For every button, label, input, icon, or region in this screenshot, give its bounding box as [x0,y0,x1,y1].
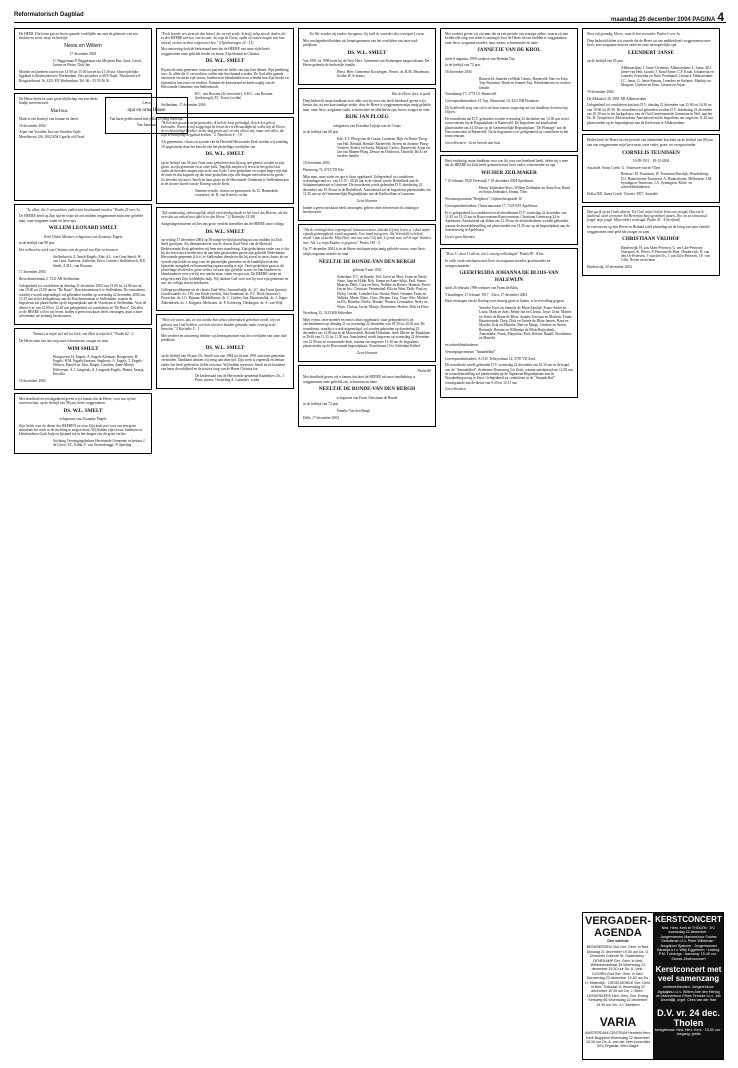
ad-date: 17 december 2004 [19,270,46,275]
ad-intro: De HEER, Die leven gaf en leven spaarde, verblijdde ons met de geboorte van een dochter en zoon, zusje en broertje [19,32,138,41]
ad-closing: Geen bloemen [356,350,378,355]
ad-body: Hij mocht onze gemeente ruim zes jaar met de liefde van zijn hart dienen. Zijn prediking was: Ja, allen die U verwachten, zullen niet beschaamd worden. De God aller genade vertrooste en sterke zijn vrouw, kinderen en kleinkinderen en schenke hen Zijn kracht en bijstand in hun rouw en verdriet. Namens de kerkenraad en kerkvoogdij van de Hervormde Gemeente van Stellenbosch, [161,67,289,89]
ad-sign: Van Jonathan [136,123,157,128]
obituary-ad [298,365,436,427]
ad-born: in de leeftijd van 72 jaar. [445,63,481,68]
ad-verse: "Door U, door U alleen, om 't eeuwig welbehagen" Psalm 89 : 8 ber. [445,252,545,257]
ad-note: en achterkleinkinderen [445,342,478,347]
ad-intro: Als gemeenten, classis en synode van de Hersteld Hervormde Kerk werden wij zaterdag 18 opgeschrikt door het bericht van het plotselings overlijden van [161,140,288,149]
ad-closing: Geen bloemen [445,387,466,392]
ad-signature: Herst. Herv. Gemeente Kockengen. Preses: ds. B.M. Mealeman; Scriba: B. Schreurs [337,70,430,79]
ad-name: WICHER ZEILMAKER [481,169,537,176]
ad-name: DS. W.L. SMELT [63,407,103,414]
obituary-ad [156,117,294,204]
ad-address: Bosschenstermaat 2, 7231 AB Stellendam [19,277,80,282]
ad-details: Mijn vrouw, onze moeder en oma is thuis opgebaard, waar gelegenheid is tot afscheidnemen op dinsdag 21 en woensdag 22 december van 18.30 tot 20.30 uur. De rouwdienst, waarbij u wordt uitgenodigd, zal worden gehouden op donderdag 23 december om 12.00 uur in de Marcuskerk, Roland Holstlaan, hoek Merwe ter Braaklaan te Delft van 11.15 tot 11.50 uur. Aansluitend wordt begraven op woensdag 22 december om 12.00 uur in voornoemde kerk, waarna om ongeveer 13.30 uur de begrafenis plaatsvinden op de Hervormde begraafplaats, Noordstraat 10 te Schiedam-Kethel. [303,318,431,348]
obituary-ad [440,248,578,398]
ad-name: GEERTRUIDA JOHANNA DE BLOIS-VAN HALEWIJN [459,270,559,283]
ad-sub: sinds 26 februari 1996 weduwe van Frans de Blois [445,285,518,290]
ad-verse: Tot Wie zouden wij anders heengaan, Gij hebt de woorden des eeuwigen Levens. [309,32,425,36]
ad-faith: De liefdevolle zorg van velen uit haar naaste omgeving zal een dankbare herinnering blijven. [445,105,568,115]
ad-age: in de leeftijd van 72 jaar. [303,402,339,407]
column-5 [582,28,720,279]
ad-date: 18 december 2004 [19,378,46,383]
ad-address: Vurenkamp 17, 3773 CL Barneveld [445,92,497,97]
ad-verse: "Is, allen, die U verwachten, zullen niet beschaamd worden." Psalm 25 vers 3a [26,207,140,212]
ad-age: op de leeftijd van 85 jaar. [587,59,624,64]
concert-ads [654,913,723,1059]
ad-name: LEENDERT JANSE [628,49,674,56]
agenda-title: VERGADER-AGENDA [584,915,651,939]
obituary-ad [156,28,294,114]
column-4 [440,28,578,401]
ad-intro: Met droefheid geven wij u kennis dat door de HEERE uit onze familiekring is weggenomen onze geliefde zus, schoonzus en tante [303,375,416,384]
concert-text-2: medewerkenden: Jongerenkoor Jigdaljahu o.l.v. Willem Arie den Hertog en Mannenkoor Ethan Yeroske o.l.v. Job Dezeldijk, orgel: Cees van der Hart [656,985,721,1003]
ad-place: Australië, Stony Creek: G. Teunissen-van de Vliert [587,165,661,170]
paper-title: Reformatorisch Dagblad [14,12,84,18]
ad-family: Barneveld: Janneke en Henk Geurts; Barneveld: Bart en Erna Top; Bruinisse: Henk en Jeannet Top; Kleinkinderen en verdere familie [479,76,571,90]
ad-intro: Aangeslagen moeten wij het ons groot verdriet meedelen dat de HEERE onze collega [161,222,284,227]
ad-address: Woudweg 12, 3123 KB Schiedam [303,311,352,316]
vergader-agenda [583,913,654,1059]
ad-sub: echtgenoot van Zwaantje Engels [59,416,107,421]
page-date: maandag 20 december 2004 PAGINA 4 [611,10,724,24]
obituary-ad [298,88,436,220]
column-3-real [298,28,436,430]
ad-details: Mijn man, onze vader en opa is thuis opgebaard. Gelegenheid tot condoleren woensdagavond a.s. van 19.15 - 20.30 uur in de rijzaal van de Bethelkerk aan de Schapenmaatstraat te Lunteren. De rouwdienst wordt gehouden D.V. donderdag 23 december om 10.30 uur in de Bethelkerk. Aansluitend zal de begrafenis plaatsvinden om 11.30 uur op de Gemeentelijke Begraafplaats aan de Kerkhoflaan te Lunteren. [303,174,431,197]
ad-name: CORNELIS TEUNISSEN [622,149,680,156]
ad-sub: echtgenote van Frans Christiaan de Ronde [336,395,398,400]
ad-rest: De rouwdienst wordt gehouden D.V. woensdag 22 december om 10.30 uur in de kapel van de "Amandelhof", Arnhemse Bovenweg 2 te Zeist, waarna aansluitend om 12.00 uur de teraardebestelling zal plaatsvinden op de Algemene Begraafplaats aan de Woudenbergseweg te Zeist. Gelegenheid tot condoleren in de "Amandelhof" voorafgaande aan de dienst van 9.30 tot 10.15 uur. [445,363,573,385]
ad-date: Vlaardingen, 27 februari 1917 · Zeist, 17 december 2004 [445,292,528,297]
ad-signature: Collega-predikanten uit de classis Zuid-West: Sommelsdijk, ds. J.C. den Toom (preses); Goudswaarde, ds. J.W. van Eerde (scriba); Sint Annaland, ds. P.C. Hoek (assessor); Poortvliet, ds. J.G. Bijman; Middelharnis, ds. C. Gielen; Sint Maartensdijk, ds. J. Joppe; Abbenbroek, ds. J. Kuijpers; Melissant, ds. P. Korteweg; Herkingen, ds. A. van Wijk [161,287,288,305]
ad-name: Marinus [50,107,68,114]
ad-verse: Psalm 86 [417,368,431,373]
obituary-ad [440,155,578,246]
obituary-ad [582,206,720,276]
ad-intro: Met ontroering dedt de kerkenraad mee dat de HEERE van onze zijde heeft weggenomen onze geliefde herder en leraar, Zijn dienaar in Christus [161,47,270,56]
varia-items: AMSTERDAM-CENTRUM Hersteld Herv. Kerk Bogijnhof Woensdag 22 december 15.30 uur Ds. A. van der Veer (voorzitter BO) Organist: Wim Magré [585,1031,651,1049]
ad-name: DS. W.L. SMELT [205,151,245,158]
ad-address: Verzorgingscentrum "Amandelhof" [445,349,496,354]
ad-name: CHRISTIAAN VRIJHOF [622,236,680,243]
ad-corr: Correspondentieadres: A.O.H. Telleyerdaan 12, 3705 VD Zeist [445,356,536,361]
agenda-sub: Den volende [607,939,629,943]
header-rule [14,22,726,23]
ad-family: Alblasserdam: J. Janse-Clements; Alblasserdam: L. Janse, M.J. Janse-van Hek; Gouda: J. Kraal-Janse, C.F. Kraal, Johannetta en Leander, Franciska en Nuls, Ferdinand, Leonard; Alblasserdam: J.C. Janse, G. Janse-Simons, Leendert en Stefanie, Matthijs en Margriet, Gijsbert en Erna, Leonne en Arjan [621,65,714,88]
ad-sub: Mark is een broertje van Joanne en Jared. [19,116,79,121]
ad-details: Gelegenheid tot condoleren aan huis D.V. dinsdag 21 december van 15.00 tot 16.30 en van 19.00 tot 20.30. De rouwdienst zal gehouden worden D.V. donderdag 23 december om 10.30 uur in het kerkgebouw van de Oud Gereformeerde Gemeente in Ned. aan het Ds. B. Teseplein te Alblasserdam. Aansluitend zal de begrafenis om ongeveer 11.45 uur plaatsvinden op de begraafplaats aan de Kerkstraat te Alblasserdam. [587,103,713,125]
ad-signature: De kerkenraad van de Hervormde gemeente Kaabeltjee, Ds. J. Prins, preses; Oosterling A. Lammers, scriba [195,373,285,383]
ad-date: 18 december 2004 [445,70,472,75]
ad-corr: Correspondentieadres: Oratoriumstraat 17, 7325 KW Apeldoorn [445,203,538,208]
ad-name: NEELTJE DE RONDE-VAN DEN BERGH [318,258,416,265]
ad-text: Met verdriet geven wij u kennis dat na een periode van ernstige ziekte, waarin zij met liefdevolle zorg van velen is omringd, door de Heere uit ons midden is weggenomen onze lieve, zorgzame moeder, oma, zuster, schoonzuster en tante [445,32,569,45]
ad-address: De Alblashof 36, 2991 XR Alblasserdam [587,96,646,101]
ad-rest: De rouwdienst zal D.V. gehouden worden woensdag 22 december om 13.30 uur in het rouwcentrum bij de Begraafplaats te Barneveld. De begrafenis zal aansluitend plaatsvinden om 14.30 uur op de Gemeentelijke Begraafplaats "De Plantage" aan de Narcissenstraat in Barneveld. Na de begrafenis is er gelegenheid tot condoleren in het rouwcentrum. [445,117,569,139]
column-2 [156,28,294,392]
ad-name: DS. W.L. SMELT [205,344,245,351]
ad-address: Dollar RD, Stony Creek, Victoria 3957, Australië [587,192,658,197]
obituary-ad [582,28,720,131]
ad-intro: Diep bedroefd delen wij u mede dat de Heere uit ons midden heeft weggenomen onze lieve, zeer zorgzame man en vader en onze onvergetelijke opa [587,38,711,48]
ad-name: WIM SMELT [67,345,99,352]
ad-signature: H.C. van Rossum (2e voorzitter), A.H.C. van Rossum (kerkvoogd), P.J. Troost (scriba) [195,91,273,100]
ad-body: op vrijdag 17 december 2004 op 56-jarige leeftijd plotseling uit ons midden tot Zich heeft geroepen. Als thematisdocent van de classis Zuid-West van de Hersteld Hedervormde Kerk geleerden wij hem met waardering. Zijn gedachtenis onder ons is dat hij als een trouwe herder met de aan hem geschonken gaven zijn geliefde Nederlandse Hervormde gemeente (i.h.v.) te Stellendam diende en dat hij zowel in onze classis als ter synode zijn liefde en zorg voor de plaatselijke gemeente en de landelijke kerk het bijzonder maagdeel en harmoniëing tegenwoordig te zijn. Onze gedachten gaan in dit plotselinge afscheid er grote verlies uit naar zijn geliefde vrouw en hun kinderen en kleinkinderen voor wie hij een unieke man, vader en opa was. De HEERE sterke en zeige hen met Zijn Goddelijke hulp. Wij danken God voor wat hij voor zijn gemeente en ons, als collega mocht betekenen. [161,238,289,285]
ad-family: Stellenbosch: Z. Smelt-Engels; Ede: A.L. van Gent-Smelt, W. van Gent, Saanvita, Anthonie, Erica, Lennert; Stellenbosch: B.E. Smelt, A.H.C. van Rossum [53,255,147,268]
ad-sub: echtgenoot van Everdina Trijntje van de Craats [333,123,401,128]
ad-verse: "Weet wij weten, dat, zo ons aardse huis dezes tabernakels gebroken wordt, wij een gebouw van God hebben, een huis niet met handen gemaakt, maar eeuwig in de hemelen." 2 Korinthe 5 : 1 [161,318,281,332]
obituary-ad [14,204,152,325]
ad-text: Heel verdrietig, maar dankbaar voor wat hij voor ons betekend heeft, delen wij u mee dat de HEERE tot Zich heeft genomen onze lieve vader, schoonvader en opa [445,158,568,168]
ad-name: opa en oma Haase [127,107,166,114]
ad-body: Arjan van Voorden, Ina van Voorden-Taale. Merelhoven 126, 2902 KM Capelle a/d IJssel [19,130,85,139]
agenda-box [582,912,724,1060]
agenda-items: BEEKBERGEN Oud Ger. Gem. in Ned. Dinsdag 21 december 19.30 uur Ds. G. Clements Collecte St. Gaderoteny · DENEKAMP Ger. Gem. in Ned. Wilhelminastraat 39 Woensdag 22 december 19.30 uur Ds. A. Vink · DOORN Oud Ger. Gem. in Ned. Donderdag 23 december 19.30 uur Ds. H. Molendijk · IJSSELMONDE Ger. Gem. in Ned. Treksaat 11 Woensdag 22 december 19.30 uur Ds. J. Bezo · LEKKERKERK Ned. Herv. Ger. Evang. Kerkweg 66 Woensdag 22 december 19.30 uur Ds. J.J. Boetkem [585,945,651,1007]
ad-footer: Moeder en kinderen rusten van 13.00 tot 15.00 uur en na 21.30 uur. Onze tijdelijke ligplaats is Beatrixhaven te Werkendam. Ons postadres is M/S Natal, Theshoven v/d Rosgaardstraat 16, 4251 EN Werkendam, Tel. 06 - 53 39 56 30 [19,70,141,83]
concert-date: D.V. vr. 24 dec. Tholen [657,1007,720,1028]
ad-verse: "Zijt standvastig, onbewegelijk, altijd overvloedig zijnde in het werk des Heeren, als die weet dat uw arbeid niet ijdel is in den Heere." (1 Korinthe 15:58) [161,210,288,220]
ad-date: 19 december 2004 [587,89,614,94]
concert-text: Ned. Herv. Kerk te THOLEN · DV. woensdag 22 december · Jongemannen-Mannenkoor Gooise Kerkdienst o.l.v. Peter Wildeman · Jeugdkoor Sjaloom · Jongemannen Hananja o.l.v. Willy Eggebeen · Leiding: P.M. Tuinenga · Aanvang: 19.45 uur · Sloeze-Zedenconcert [656,926,721,961]
ad-verse: "Immers is mijne ziel stil tot God; van Hem is mijn heil." Psalm 62 : 2 [32,331,134,336]
ad-body: G. Baggerman P. Baggerman-van Meijeren Bas, Joost, Gerrit, Janine en Pieter, Dirk-Jan [53,59,142,68]
ad-signature: Namens synode, classes en gemeenten: ds. D. Heemskerk, voorzitter; ds. R. van Kooten, scriba [195,188,279,198]
ad-name: JANNETJE VAN DE KROL [477,47,541,54]
ad-signature: Familie Van den Bergh [337,409,371,414]
concert-footer: kerkgebouw: Ned. Herv. Kerk · 15.30 uur · toegang: gratis [654,1027,723,1037]
ad-intro: Met droefheid en verslagenheid geven wij u kennis dat de Heere, voor ons op het onverwachtst, op de leeftijd van 98 jaar, heeft weggenomen [19,396,136,405]
ad-body: Van 1991 tot 1998 heeft hij de Ned. Herv. Gemeente van Koekengen mogen dienen. De Heere gedenke de bedroefde familie. [303,59,430,68]
concert-title: KERSTCONCERT [655,915,722,924]
varia-title: VARIA [599,1015,637,1030]
obituary-ad [298,224,436,362]
ad-sub: sinds 8 augustus 1998 weduwe van Herman Top [445,56,515,61]
ad-family: Henny Zeilmaker-Slots; Willem Zeilmaker en Anna Kos; Ruud en Sonja Zeilmaker, Emma, Tobe [479,185,570,195]
ad-corr: Correspondentieadres: H. Top, Sleinstraat 10, 4311 BH Bruinisse [445,99,539,104]
obituary-ad [582,134,720,202]
obituary-ad [14,328,152,390]
ad-date: Harderwijk, 20 december 2004 [587,265,632,270]
ad-note: Indien u geen rouwkaart heeft ontvangen, gelieve deze advertentie als zodanig te beschouwen. [303,205,420,214]
ad-date: 16 december 2004 [19,123,46,128]
ad-family: Hoogeveen: H. Engels, A. Engels-Kleiman; Hoogeveen: H. Engels, H.M. Engels-Janssen; Staphorst: A. Engels, T. Engels-Winters, Harold en Titia, Rutger, Caroline, Anne-Marije; Hilversum: A.J. Langerak, A. Langerak-Engels, Hanna, Anarja, Priscilla [53,354,145,376]
ad-signature: Stichting Vervangingsbeheer Hervormde Gemeente in bestuur J. de Groot, P.C. Klink, F. van Oostenbrugge, P. Sperling [53,438,146,448]
ad-name: DS. W.L. SMELT [205,228,245,235]
ad-verse: Wees mij genadig, Heere, want ik ben verzwakt; Psalm 6 vers 3a [587,32,680,36]
ad-intro: De HEERE heeft op Zijn tijd en wijze uit ons midden weggenomen mijn zeer geliefde man, onze zorgzame vader en lieve opa [19,214,143,223]
ad-dates: 19-09-1911 · 18-12-2004 [632,158,670,163]
ad-born: geboren 9 mei 1932 [352,267,382,272]
ad-verse: "En ik hoorde een stem uit den hemel, die tot mij zeide: Schrijf, zalig zijn de doden, die in den HEERE sterven, van nu aan. Ja, zegt de Geest, opdat zij rusten mogen van hun arbeid, en hun werken volgen met hen." (Openbaringen 14 : 13) [161,32,286,45]
ad-family: Yerseke: Kees en Jannetje de Blois-Zandijk; Franz-André en Laura, Mark en Judy, Reinil-Jan en Christa, Jesse; Zeist: Marten en Trinet de Bruin-de Blois; Sander, Gerrijan en Marleen, Frank; Haarsterunde; Dorp: Dick en Tonnie de Blois-Jansen, Hans en Marijke, Erik en Marieke, Bart en Margo, Gerdine en Anton; Reinwijk: Reinier en Willemijn de Blois-Rejiterkerk, Annemieke, Frank, Marjolein, Rick, Reinier Daniël, Noodtemus en Marieke [479,306,573,341]
ad-details: Gelegenheid tot condoleren op dinsdag 21 december 2004 van 13.00 tot 14.00 uur en van 19.00 tot 21.00 uur in "De Ruwt", Boschiestermaat 6 te Stellendam. De rouwdienst, waarbij u wordt uitgenodigd, zal gehouden worden op woensdag 22 december 2004 om 13.15 uur in het kerkgebouw aan de Boschiestermaat te Stellendam, waarna de begrafenis zal plaatsvinden op de begraafplaats aan de Voorstraat te Stellendam. Voor de dienst is er van 12.00 tot 12.45 uur gelegenheid tot condoleren in "De Ruwt". Dit alles zo de HEERE wil en wij leven. Indien u geen rouwkaart heeft ontvangen, kunt u deze advertentie als zodanig beschouwen. [19,284,147,319]
ad-date: 17 december 2004 [69,52,97,57]
obituary-ad [156,207,294,312]
ad-address: Heezeweg 74, 6718 TD Ede [303,168,344,173]
ad-body: op de leeftijd van 56 jaar. Naar onze gedachten kon hij nog niet gemist worden in zijn gezin, in zijn gemeente en in onze kerk. Tegelijk mogen wij leven in het geloof dat onder de broeders mogen zijn in de rust Gods. Geen gedachten en wegen hoger zijn dan de onze en dat dagaeen op die onze gedachten zijn, alle dingen meewerken ten goede. Zo bevelen wij mevr. Smelt en haar gezin en de Hervormde Gemeente te Stellendam aan in de trouwe hoede van de Koning van de Kerk. [161,160,289,187]
ad-name: Nesia en Willem [64,43,102,50]
ad-date: Delft, 17 december 2004 [303,416,339,421]
obituary-ad [156,314,294,388]
ad-intro: Heden heeft de Heere na een periode van afnemende krachten op de leeftijd van 88 jaar van ons weggenomen mijn lieve man, onze vader, groot- en overgrootvader [587,138,713,147]
ad-intro: De Heere heeft tot onze grote blijdschap ons een derde kindje toevertrouwd. [19,96,98,105]
ad-intro: Diep bedroefd, maar dankbaar voor alles wat hij voor ons heeft betekend, geven wij u kennis dat, na een kortstondige ziekte, door de Heere is weggenomen mijn innig geliefde man, onze lieve, zorgzame vader, schoonvader en allerliefste opa, broer, zwager en oom [303,99,431,112]
ad-family: Renesse: M. Teunissen, W. Teunissen-Knodijk; Woudenberg: D.J. Haanschoten-Teunissen, A. Haanschoten; Melbourne: J.M. Symington-Teunissen, J.A. Symington; Klein- en achterkleinkinderen [621,172,713,190]
ad-intro: Met verdriet en ontroering hebben wij kennisgenomen van het overlijden van onze oud-predikant [161,333,288,343]
ad-text: In volle vrede ontslapen onze lieve en zorgzame moeder, grootmoeder en overgrootmoeder [445,259,551,268]
ad-body: op de leeftijd van 56 jaar. Ds. Smelt was van 1984 tot en met 1991 aan onze gemeente verbonden. Dankbaar denken wij terug aan deze tijd. Zijn werk is zegenrijk en lemaar onder ons heeft gediend in liefde en trouw. Wij bidden mevrouw Smelt en de kinderen van harte de nabijheid en de trouwe zorg van de Heere Christus toe. [161,354,286,372]
ad-closing: Geen bloemen - Geen bezoek aan huis [445,141,501,146]
concert-title-2: Kerstconcert met veel samenzang [655,965,722,984]
obituary-ad [298,28,436,85]
ad-family: Harderwijk: H. van Aken-Petersen, G. ten Cate-Petersen; Nunspeet: K. Peters, P. Petersen-de Boer; Harderwijk: N. van den Os-Petersen, J. van den Os, J. van Gilst-Petersen, J.P. van Gilst, Neven en nichten [621,245,710,263]
ad-name: WILLEM LEONARD SMELT [48,225,118,232]
ad-closing: Liever geen bloemen [445,234,475,239]
ad-body: Van harte gefeliciteerd met jullie 25-jarig huwelijk. [109,116,184,121]
ad-sub: Verbi Divini Minister, echtgenoot van Zwaantje Engels [43,234,123,239]
ad-verse: "Ik heb den goeden strijd gestreden, ik heb de loop geëindigd, ik heb het geloof behouden. Voorts is mij weggelegd de kroon der rechtvaardigheid, welke mij de Heere, de rechtvaardige Rechter, in die dag geven zal; en niet alleen mij, maar ook allen, die Zijn verschijning liefgehad hebben." 2 Timotheüs 4 : 7,8 [161,120,286,138]
page-header [14,8,724,22]
ad-age: in de leeftijd van 98 jaar. [19,241,55,246]
ad-body: Zijn liefde voor de dienst des HEEREN en voor Zijn kerk was voor ons een grote stimulans het werk in de stichting te mogen doen. Wij bidden zijn vrouw, kinderen en kleinkinderen Gods hulp en bijstand toe in het dragen van dit grote verlies. [19,423,142,437]
ad-name: DS. W.L. SMELT [347,49,387,56]
ad-line: Lieve [142,100,151,105]
ad-intro: De Heere nam van ons weg onze schoonzoon, zwager en oom [19,338,109,343]
obituary-ad [440,28,578,152]
ad-rest: Er is gelegenheid tot condoleren en afscheidnemen D.V. woensdag 22 december van 12.45 tot 13.15 uur in Rouwcentrum Rouwcentrum, Christiaan Geertsweg 24 te Apeldoorn. Aansluitend zal aldaar om 13.30 uur de afscheidsdienst worden gehouden, waarna de teraardebestelling zal plaatsvinden om 14.30 uur op de begraafplaats aan de Soerenseweg te Apeldoorn. [445,210,570,232]
ad-verse: Wat de Heere doet, is goed. [391,92,431,97]
ad-date: 18 december 2004 [303,161,330,166]
ad-verse: Dan ga ik op tot Gods altaren, Tot God, mijn God de bron van vreugd, Dan zal ik juichend, sterk en maren Tot Hem mijn harp gevathvel panen, Die, na zo tortuosisd, jeugd, mijn jeugd. Mijn redder verheugd. Psalm 43 : 4 (berijmd) [587,209,708,223]
ad-name: DS. W.L. SMELT [205,58,245,65]
ad-name: NEELTJE DE RONDE-VAN DEN BERGH [318,386,416,393]
ad-intro: In vertrouwen op zijn Heere en Heiland werd plotseling uit de kring van onze familie weggenomen onze geliefde zwager en oom [587,225,710,234]
ad-date: Stellendam, 17 december 2004 [161,102,206,107]
ad-closing: Geen bloemen [356,198,378,203]
ad-sub: * 10 februari 1920 Vreeswijk † 18 december 2004 Apeldoorn [445,179,534,184]
ad-faith: Het volbrachte werk van Christus was de grond van Zijn vertrouwen. [19,248,119,253]
birth-announcement [14,28,152,90]
obituary-ad [14,393,152,455]
ad-text2: Haar verlangen om de Koning voor eeuwig groet te bjuien, is in vervulling gegaan. [445,299,565,304]
ad-family: Ede: E.T. Ploeg-van de Craats; Lunteren: Rijk en Tinnie Ploeg-van Hal, Reinald, Renske; Barneveld: Steven en Jeanette Ploeg-Versteer, Roelof en Sacha, Michael, Carlos; Barneveld: Arjan en Jan van Manen-Ploeg, Denise en Diederick, Daniëlle, Rick; en verdere familie [337,137,430,159]
ad-verse: "Als ik, omringd door tegenspoed, benauwen moet, schenkt Gij mij leven, u 't doel mijns vijands grimmigheid, wordt nogmaals Uwe hand mij geven. Als Vriend dit is beleid, wordt 't aan al sterkt. Mijn Heer, wat niet was? Gij zult, Gij zult vast, wil ik mijn Vrinden mee. Als 't u, mijn Redder, is gegeven." Psalm 138 : 4 [303,227,431,245]
ad-address: Woonzorgcentrum "Berghorst", Gijsbrechtsgaarde 30 [445,197,522,202]
ad-family: Schiedam: F.C. de Ronde; Tiel: Geert en Meri, Frans en Neely-Anne, Jaap en Hilde, Rob, Simon en Anne-Julija, Paul, Sanne, Maartje; Delft: Cora en Peter, Nelleke en Robert, Hannah, Pieter-Jan en Iris, Christian; Veenendaal: Ella en Wim; Delft: Paul en Dicky, Gerdie, Leendert-Jan, Nieske, Rens; Ommen: Frans en Nelleke, Marie, Eline, Chris, Mirjam, Lisa, Timo; Ede: Michiel en Els, Bieneke, Elieke, Maaike, Wouter; Leimuiden: Neely en Wijm, Christa, Jacob, Marije; Rotterdam: Heleen, Dirk en Elise [337,274,431,309]
ad-age: in de leeftijd van 60 jaar. [303,130,339,135]
ad-intro: Op 17 december 2004 is in de Heere ontslapen mijn innig geliefde vrouw, onze lieve, altijd zorgzame moeder en oma [303,247,426,256]
ad-name: RIJK JAN PLOEG [345,114,389,121]
ad-intro: Met verslagenheid hebben wij kennisgenomen van het overlijden van onze oud-predikant [303,38,418,48]
